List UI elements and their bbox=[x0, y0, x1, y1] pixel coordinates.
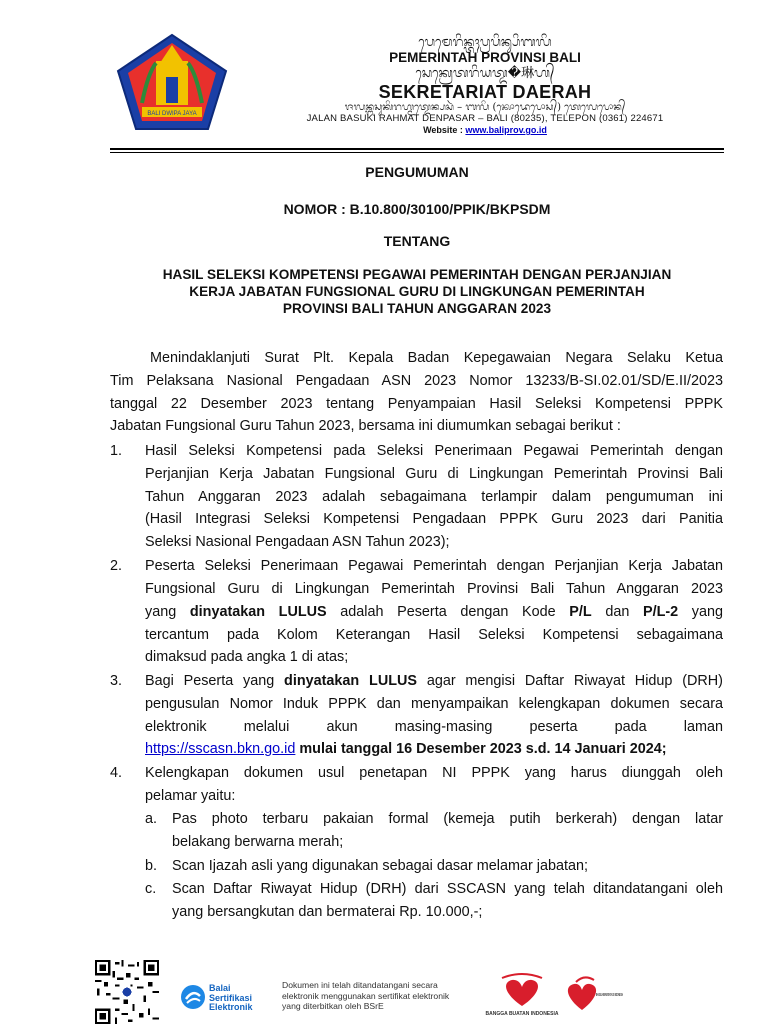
bold-lulus: dinyatakan LULUS bbox=[284, 673, 417, 689]
letterhead-rule-thick bbox=[110, 148, 724, 150]
item-4-line-2: pelamar yaitu: bbox=[145, 788, 236, 804]
sscasn-link[interactable]: https://sscasn.bkn.go.id bbox=[145, 741, 296, 757]
item-1-line-4: (Hasil Integrasi Seleksi Kompetensi Pengadaan PPPK Guru 2023 dari Panitia bbox=[145, 511, 723, 527]
sub-a-line-1: Pas photo terbaru pakaian formal (kemeja putih berkerah) dengan latar bbox=[172, 811, 723, 827]
intro-line-1: Menindaklanjuti Surat Plt. Kepala Badan Kepegawaian Negara Selaku Ketua bbox=[150, 350, 723, 366]
sub-a-line-2: belakang berwarna merah; bbox=[172, 834, 344, 850]
item-3-line-1 bbox=[145, 670, 723, 693]
note-line: elektronik menggunakan sertifikat elektronik bbox=[282, 990, 450, 1001]
subject-line-2: KERJA JABATAN FUNGSIONAL GURU DI LINGKUNGAN PEMERINTAH bbox=[189, 284, 645, 299]
letterhead-unit: SEKRETARIAT DAERAH bbox=[378, 82, 592, 102]
badge-2-text: BANGGA BERWISATA DI INDONESIA bbox=[596, 992, 624, 997]
text-span: agar mengisi Daftar Riwayat Hidup (DRH) bbox=[426, 673, 723, 689]
text-span: adalah Peserta dengan Kode bbox=[340, 604, 556, 620]
item-1-line-5: Seleksi Nasional Pengadaan ASN Tahun 2023); bbox=[145, 534, 450, 550]
bold-lulus: dinyatakan LULUS bbox=[189, 604, 327, 620]
text-span: yang bbox=[145, 604, 177, 620]
note-line: yang diterbitkan oleh BSrE bbox=[282, 1001, 384, 1011]
item-4-number: 4. bbox=[110, 765, 123, 781]
announcement-about: TENTANG bbox=[383, 233, 451, 249]
announcement-number: NOMOR : B.10.800/30100/PPIK/BKPSDM bbox=[283, 201, 551, 217]
text-span: dan bbox=[605, 604, 630, 620]
item-2-line-5: dimaksud pada angka 1 di atas; bbox=[145, 649, 349, 665]
letterhead-website-line bbox=[250, 125, 720, 136]
item-3-line-4 bbox=[145, 738, 723, 761]
item-2-line-2: Fungsional Guru di Lingkungan Pemerintah Provinsi Bali Tahun Anggaran 2023 bbox=[145, 581, 723, 597]
sub-b-letter: b. bbox=[145, 858, 158, 874]
sub-c-line-1: Scan Daftar Riwayat Hidup (DRH) dari SSCASN yang telah ditandatangani oleh bbox=[172, 881, 723, 897]
letterhead-address: JALAN BASUKI RAHMAT DENPASAR – BALI (80235), TELEPON (0361) 224671 bbox=[306, 113, 664, 124]
text-span: yang bbox=[691, 604, 724, 620]
qr-code bbox=[95, 960, 159, 1024]
bold-code-pl: P/L bbox=[569, 604, 592, 620]
website-link[interactable]: www.baliprov.go.id bbox=[465, 125, 547, 135]
letterhead-rule-thin bbox=[110, 152, 724, 153]
sub-c-line-2: yang bersangkutan dan bermaterai Rp. 10.000,-; bbox=[172, 904, 483, 920]
item-4-line-1: Kelengkapan dokumen usul penetapan NI PPPK yang harus diunggah oleh bbox=[145, 765, 723, 781]
badge-1-text: BANGGA BUATAN INDONESIA bbox=[485, 1011, 559, 1017]
letterhead-balinese-line3: ᬚᬮᬦ᭄ᬩᬲᬸᬓᬶᬭᬳ᭄ᬫᬢ᭄ᬤᬾᬦ᭄ᬧᬲᬃ – ᬩᬮᬶ (ᬓᭀᬤᬾᬧᭀᬲ᭄) ᬢᬾᬮᬾᬧᭀᬦ᭄ bbox=[344, 102, 626, 113]
intro-line-4: Jabatan Fungsional Guru Tahun 2023, bersama ini diumumkan sebagai berikut : bbox=[110, 418, 621, 434]
letterhead-balinese-line2: ᬲᬾᬓ᭄ᬭᬾᬢᬭᬶᬬᬢ᭄ᬤ�琳ᬳ᭄ bbox=[415, 66, 555, 81]
registration-period: mulai tanggal 16 Desember 2023 s.d. 14 Januari 2024; bbox=[299, 741, 667, 757]
item-2-line-4: tercantum pada Kolom Keterangan Hasil Seleksi Kompetensi sebagaimana bbox=[145, 627, 723, 643]
item-3-number: 3. bbox=[110, 673, 123, 689]
announcement-heading: PENGUMUMAN bbox=[365, 164, 469, 180]
bsre-line: Sertifikasi bbox=[209, 992, 253, 1003]
sub-a-letter: a. bbox=[145, 811, 158, 827]
website-label: Website : bbox=[423, 125, 463, 135]
sub-b-line-1: Scan Ijazah asli yang digunakan sebagai dasar melamar jabatan; bbox=[172, 858, 588, 874]
sub-c-letter: c. bbox=[145, 881, 157, 897]
bsre-wordmark bbox=[209, 984, 253, 1013]
intro-line-3: tanggal 22 Desember 2023 tentang Penyampaian Hasil Seleksi Kompetensi PPPK bbox=[110, 396, 723, 412]
letterhead-balinese-line1: ᬧᬾᬫᬾᬭᬶᬦ᭄ᬢᬄᬧ᭄ᬭᬧᬶᬦ᭄ᬲᬶᬩᬮᬶ bbox=[418, 35, 552, 50]
item-2-line-1: Peserta Seleksi Penerimaan Pegawai Pemerintah dengan Perjanjian Kerja Jabatan bbox=[145, 558, 723, 574]
bali-province-emblem bbox=[112, 33, 232, 133]
item-1-line-3: Tahun Anggaran 2023 adalah sebagaimana terlampir dalam pengumuman ini bbox=[145, 489, 723, 505]
item-1-line-1: Hasil Seleksi Kompetensi pada Seleksi Penerimaan Pegawai Pemerintah dengan bbox=[145, 443, 723, 459]
e-signature-note bbox=[282, 980, 492, 1012]
item-2-number: 2. bbox=[110, 558, 123, 574]
item-3-line-3: elektronik melalui akun masing-masing peserta pada laman bbox=[145, 719, 723, 735]
text-span: Bagi Peserta yang bbox=[145, 673, 275, 689]
intro-line-2: Tim Pelaksana Nasional Pengadaan ASN 2023 Nomor 13233/B-SI.02.01/SD/E.II/2023 bbox=[110, 373, 723, 389]
item-2-line-3 bbox=[145, 601, 723, 624]
bangga-buatan-indonesia-logo bbox=[485, 972, 559, 1024]
bsre-line: Balai bbox=[209, 983, 231, 993]
subject-line-3: PROVINSI BALI TAHUN ANGGARAN 2023 bbox=[282, 301, 552, 316]
emblem-motto: BALI DWIPA JAYA bbox=[147, 111, 197, 117]
letterhead-org: PEMERINTAH PROVINSI BALI bbox=[389, 50, 581, 65]
item-3-line-2: pengusulan Nomor Induk PPPK dan menyampaikan kelengkapan dokumen secara bbox=[145, 696, 723, 712]
note-line: Dokumen ini telah ditandatangani secara bbox=[282, 980, 438, 990]
subject-line-1: HASIL SELEKSI KOMPETENSI PEGAWAI PEMERINTAH DENGAN PERJANJIAN bbox=[162, 267, 672, 282]
bsre-logo-icon bbox=[180, 984, 206, 1010]
bsre-line: Elektronik bbox=[209, 1002, 253, 1012]
item-1-line-2: Perjanjian Kerja Jabatan Fungsional Guru di Lingkungan Pemerintah Provinsi Bali bbox=[145, 466, 723, 482]
bangga-berwisata-logo bbox=[560, 972, 624, 1024]
bold-code-pl2: P/L-2 bbox=[642, 604, 679, 620]
item-1-number: 1. bbox=[110, 443, 123, 459]
